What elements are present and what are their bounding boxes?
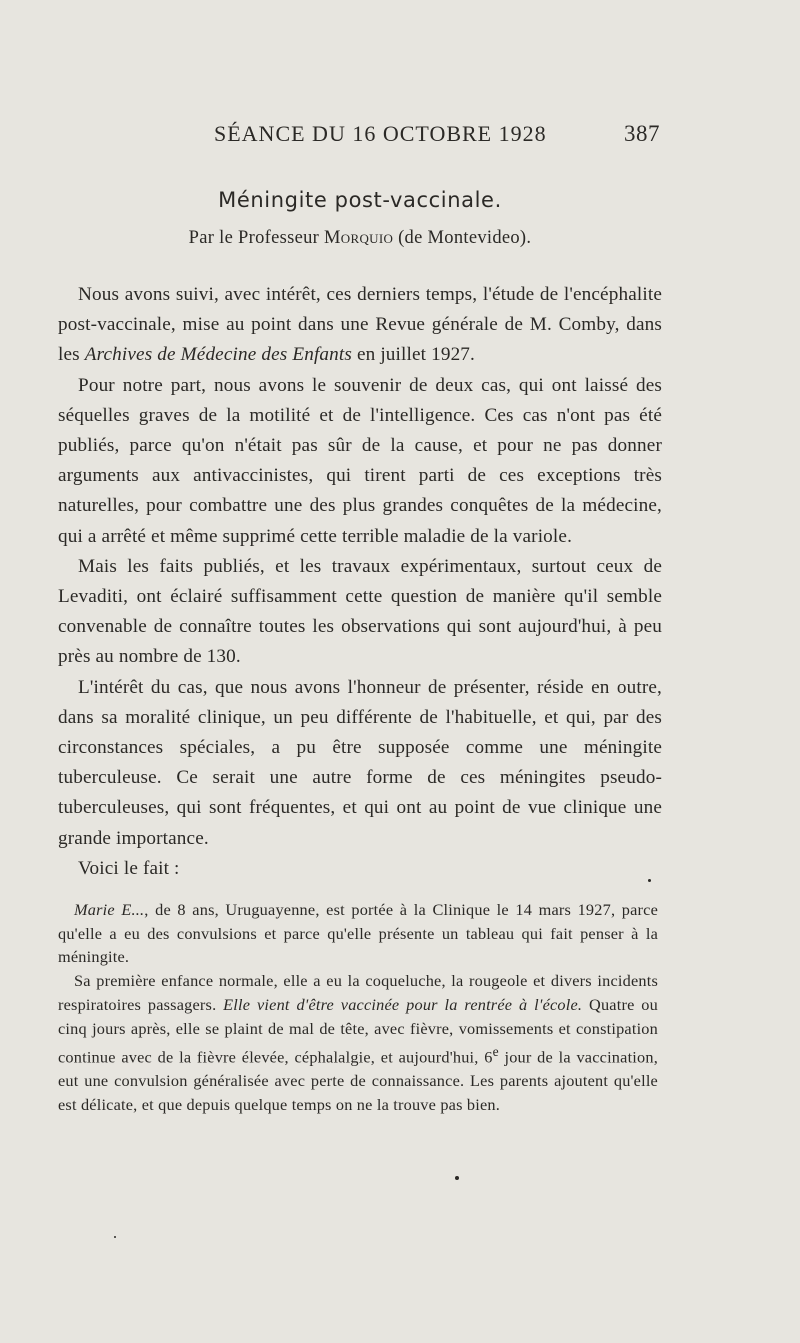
case-paragraph — [58, 969, 658, 1117]
running-head-title: SÉANCE DU 16 OCTOBRE 1928 — [214, 121, 547, 146]
case-report — [58, 898, 658, 1117]
print-speck — [114, 1236, 116, 1238]
case-text: , de 8 ans, Uruguayenne, est portée à la Clinique le 14 mars 1927, parce qu'elle a eu des convulsions et parce qu'elle présente un tableau qui fait penser à la méningite. — [58, 900, 658, 967]
paragraph: Voici le fait : — [78, 857, 180, 879]
case-paragraph — [58, 898, 658, 969]
print-speck — [648, 879, 651, 882]
paragraph: Mais les faits publiés, et les travaux expérimentaux, surtout ceux de Levaditi, ont éclairé suffisamment cette question de manière qu'il semble convenable de connaître toutes les observations qui sont aujourd'hui, à peu près au nombre de 130. — [58, 555, 662, 668]
print-speck — [455, 1176, 459, 1180]
paragraph: Pour notre part, nous avons le souvenir de deux cas, qui ont laissé des séquelles graves de la motilité et de l'intelligence. Ces cas n'ont pas été publiés, parce qu'on n'était pas sûr de la cause, et pour ne pas donner arguments aux antivaccinistes, qui tirent parti de ces exceptions très naturelles, pour combattre une des plus grandes conquêtes de la médecine, qui a arrêté et même supprimé cette terrible maladie de la variole. — [58, 374, 662, 547]
case-text: Sa première enfance normale, elle a eu la coqueluche, la rougeole et divers incidents respiratoires passagers. — [58, 971, 658, 1014]
byline-suffix: (de Montevideo). — [393, 228, 532, 248]
byline — [60, 228, 660, 249]
superscript: e — [492, 1044, 499, 1060]
patient-name: Marie E... — [74, 900, 145, 919]
body-text — [58, 280, 662, 884]
case-text: Quatre ou cinq jours après, elle se plaint de mal de tête, avec fièvre, vomissements et constipation continue avec de la fièvre élevée, céphalalgie, et aujourd'hui, 6 — [58, 994, 658, 1067]
running-head — [60, 121, 660, 153]
page-number: 387 — [624, 121, 660, 146]
paragraph — [58, 280, 662, 371]
author-name: Morquio — [324, 228, 394, 248]
case-text: jour de la vaccination, eut une convulsion généralisée avec perte de connaissance. Les parents ajoutent qu'elle est délicate, et que depuis quelque temps on ne la trouve pas bien. — [58, 1047, 658, 1115]
paragraph-text: Nous avons suivi, avec intérêt, ces derniers temps, l'étude de l'encéphalite post-vaccinale, mise au point dans une Revue générale de M. Comby, dans les — [58, 284, 662, 366]
case-emphasis: Elle vient d'être vaccinée pour la rentrée à l'école. — [223, 994, 583, 1014]
article-title: Méningite post-vaccinale. — [218, 188, 502, 212]
paragraph-text: en juillet 1927. — [352, 344, 476, 366]
journal-title: Archives de Médecine des Enfants — [84, 344, 353, 366]
paragraph: L'intérêt du cas, que nous avons l'honneur de présenter, réside en outre, dans sa moralité clinique, un peu différente de l'habituelle, et qui, par des circonstances spéciales, a pu être supposée comme une méningite tuberculeuse. Ce serait une autre forme de ces méningites pseudo-tuberculeuses, qui sont fréquentes, et qui ont au point de vue clinique une grande importance. — [58, 676, 662, 849]
byline-prefix: Par le Professeur — [188, 228, 325, 248]
